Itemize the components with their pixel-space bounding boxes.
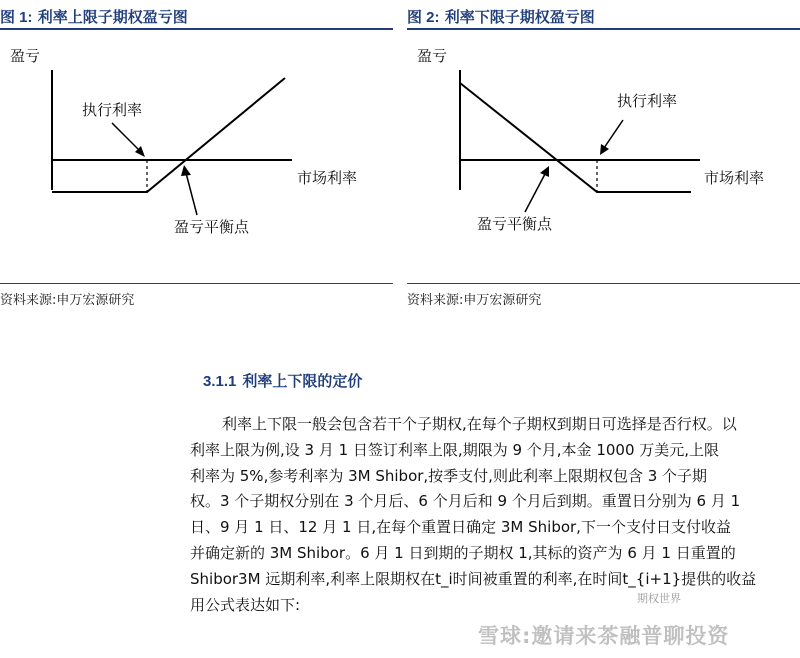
figure-1-strike-label: 执行利率	[82, 101, 143, 119]
figure-2-x-axis-label: 市场利率	[704, 169, 765, 187]
figure-1-source: 资料来源:申万宏源研究	[0, 293, 135, 308]
figure-2-y-axis-label: 盈亏	[417, 47, 448, 65]
figure-1-breakeven-arrowhead	[181, 165, 191, 176]
figure-2-strike-arrowhead	[600, 144, 609, 155]
figure-1-x-axis-label: 市场利率	[297, 169, 358, 187]
figure-2-strike-label: 执行利率	[617, 92, 678, 110]
paragraph-line: 利率上下限一般会包含若干个子期权,在每个子期权到期日可选择是否行权。以	[222, 415, 737, 433]
figure-1-breakeven-arrow	[186, 173, 197, 215]
figure-1-breakeven-label: 盈亏平衡点	[174, 218, 250, 236]
paragraph-line: 利率上限为例,设 3 月 1 日签订利率上限,期限为 9 个月,本金 1000 万美元,上限	[190, 440, 720, 459]
figure-1-strike-arrow	[112, 123, 141, 152]
figure-1-payoff-line	[52, 78, 285, 192]
paragraph-line: 并确定新的 3M Shibor。6 月 1 日到期的子期权 1,其标的资产为 6 月 1 日重置的	[190, 543, 736, 562]
figure-2-bottom-rule	[407, 283, 800, 284]
figure-1-title-text: 利率上限子期权盈亏图	[37, 8, 188, 26]
watermark-text: 雪球:邀请来茶融普聊投资	[478, 624, 730, 648]
figure-1-label: 图 1:	[0, 9, 33, 26]
section-title: 利率上下限的定价	[242, 372, 363, 390]
figure-1-chart	[0, 30, 395, 282]
paragraph-line: 用公式表达如下:	[190, 595, 301, 614]
figure-2-title	[407, 6, 595, 27]
figure-2-title-text: 利率下限子期权盈亏图	[444, 8, 595, 26]
section-heading	[203, 370, 362, 391]
paragraph-line: Shibor3M 远期利率,利率上限期权在t_i时间被重置的利率,在时间t_{i+1}提供的收益	[190, 569, 757, 588]
figure-2-breakeven-arrow	[525, 174, 545, 212]
paragraph-line: 权。3 个子期权分别在 3 个月后、6 个月后和 9 个月后到期。重置日分别为 6 月 1	[190, 492, 741, 511]
paragraph-line: 利率为 5%,参考利率为 3M Shibor,按季支付,则此利率上限期权包含 3 个子期	[190, 466, 708, 485]
watermark-logo-text: 期权世界	[637, 592, 681, 605]
body-paragraph	[190, 412, 800, 618]
figure-1-y-axis-label: 盈亏	[10, 47, 41, 65]
figure-2-breakeven-label: 盈亏平衡点	[477, 215, 553, 233]
figure-2-label: 图 2:	[407, 9, 440, 26]
paragraph-line: 日、9 月 1 日、12 月 1 日,在每个重置日确定 3M Shibor,下一个支付日支付收益	[190, 518, 731, 537]
figure-2-strike-arrow	[604, 120, 623, 148]
figure-2-chart	[407, 30, 800, 282]
figure-2-source: 资料来源:申万宏源研究	[407, 293, 542, 308]
section-number: 3.1.1	[203, 373, 237, 390]
figure-1-title	[0, 6, 188, 27]
figure-1-bottom-rule	[0, 283, 393, 284]
